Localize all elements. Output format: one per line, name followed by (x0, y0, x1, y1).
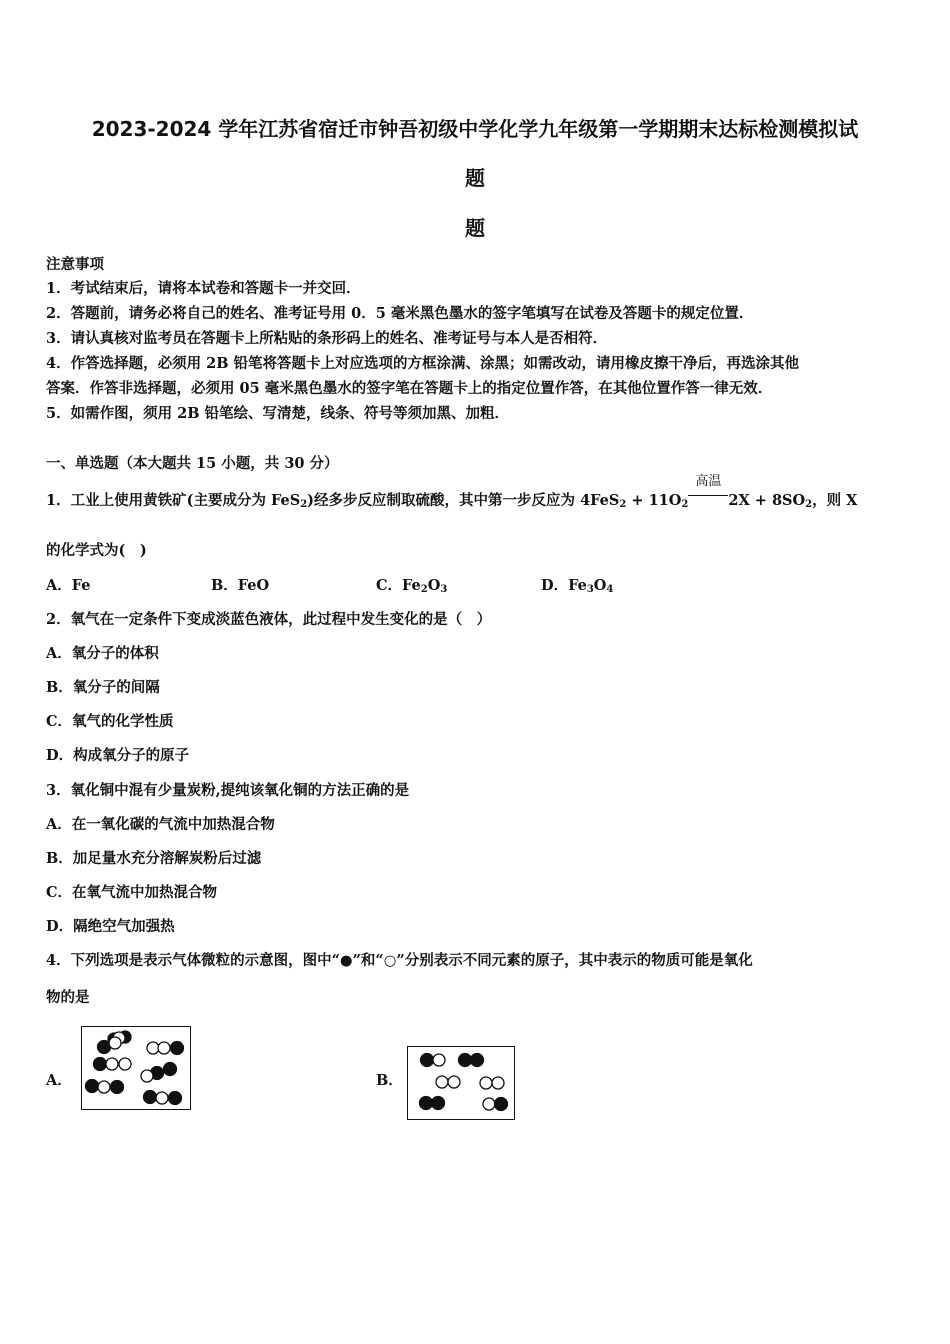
question-3-stem: 3．氧化铜中混有少量炭粉,提纯该氧化铜的方法正确的是 (46, 782, 410, 799)
option-d: D．隔绝空气加强热 (46, 918, 175, 935)
option-b: B．加足量水充分溶解炭粉后过滤 (46, 850, 262, 867)
notice-item: 答案．作答非选择题，必须用 05 毫米黑色墨水的签字笔在答题卡上的指定位置作答，在其他位置作答一律无效． (46, 380, 773, 397)
particle-diagram-b (407, 1046, 515, 1120)
option-a: A．在一氧化碳的气流中加热混合物 (46, 816, 275, 833)
page-title-line1: 2023-2024 学年江苏省宿迁市钟吾初级中学化学九年级第一学期期末达标检测模拟试 (91, 117, 859, 141)
option-c: C．在氧气流中加热混合物 (46, 884, 218, 901)
option-d: D．$Fe_3O_4$ (541, 577, 614, 595)
notice-item: 2．答题前，请务必将自己的姓名、准考证号用 0．5 毫米黑色墨水的签字笔填写在试卷及答题卡的规定位置． (46, 305, 754, 322)
notice-item: 4．作答选择题，必须用 2B 铅笔将答题卡上对应选项的方框涂满、涂黑；如需改动，请用橡皮擦干净后，再选涂其他 (46, 355, 800, 372)
question-4-stem-line2: 物的是 (46, 989, 90, 1006)
option-a: A．氧分子的体积 (46, 645, 159, 662)
page-title-line2: 题 (465, 166, 485, 190)
option-a: A．Fe (46, 577, 91, 594)
option-b: B．氧分子的间隔 (46, 679, 160, 696)
option-b: B． (376, 1072, 403, 1089)
notice-heading: 注意事项 (46, 256, 104, 273)
question-4-stem: 4．下列选项是表示气体微粒的示意图，图中“●”和“○”分别表示不同元素的原子，其中表示的物质可能是氧化 (46, 952, 753, 969)
question-2-stem: 2．氧气在一定条件下变成淡蓝色液体，此过程中发生变化的是（ ） (46, 611, 492, 628)
option-b: B．FeO (211, 577, 270, 594)
reaction-condition: 高温 (688, 489, 728, 505)
page-title-line3: 题 (465, 216, 485, 240)
notice-item: 3．请认真核对监考员在答题卡上所粘贴的条形码上的姓名、准考证号与本人是否相符． (46, 330, 608, 347)
option-c: C．氧气的化学性质 (46, 713, 174, 730)
option-c: C．$Fe_2O_3$ (376, 577, 448, 595)
option-d: D．构成氧分子的原子 (46, 747, 190, 764)
question-1-stem: 1．工业上使用黄铁矿(主要成分为 FeS$_2$)经多步反应制取硫酸，其中第一步反应为 $4FeS_2 + 11O_2$ 高温 $2X + 8SO_2$，则 X (46, 474, 858, 510)
section-heading: 一、单选题（本大题共 15 小题，共 30 分） (46, 455, 339, 472)
particle-diagram-a (81, 1026, 191, 1110)
notice-item: 5．如需作图，须用 2B 铅笔绘、写清楚，线条、符号等须加黑、加粗． (46, 405, 510, 422)
notice-item: 1．考试结束后，请将本试卷和答题卡一并交回． (46, 280, 361, 297)
option-a: A． (46, 1072, 72, 1089)
question-1-stem-line2: 的化学式为( ) (46, 542, 147, 559)
